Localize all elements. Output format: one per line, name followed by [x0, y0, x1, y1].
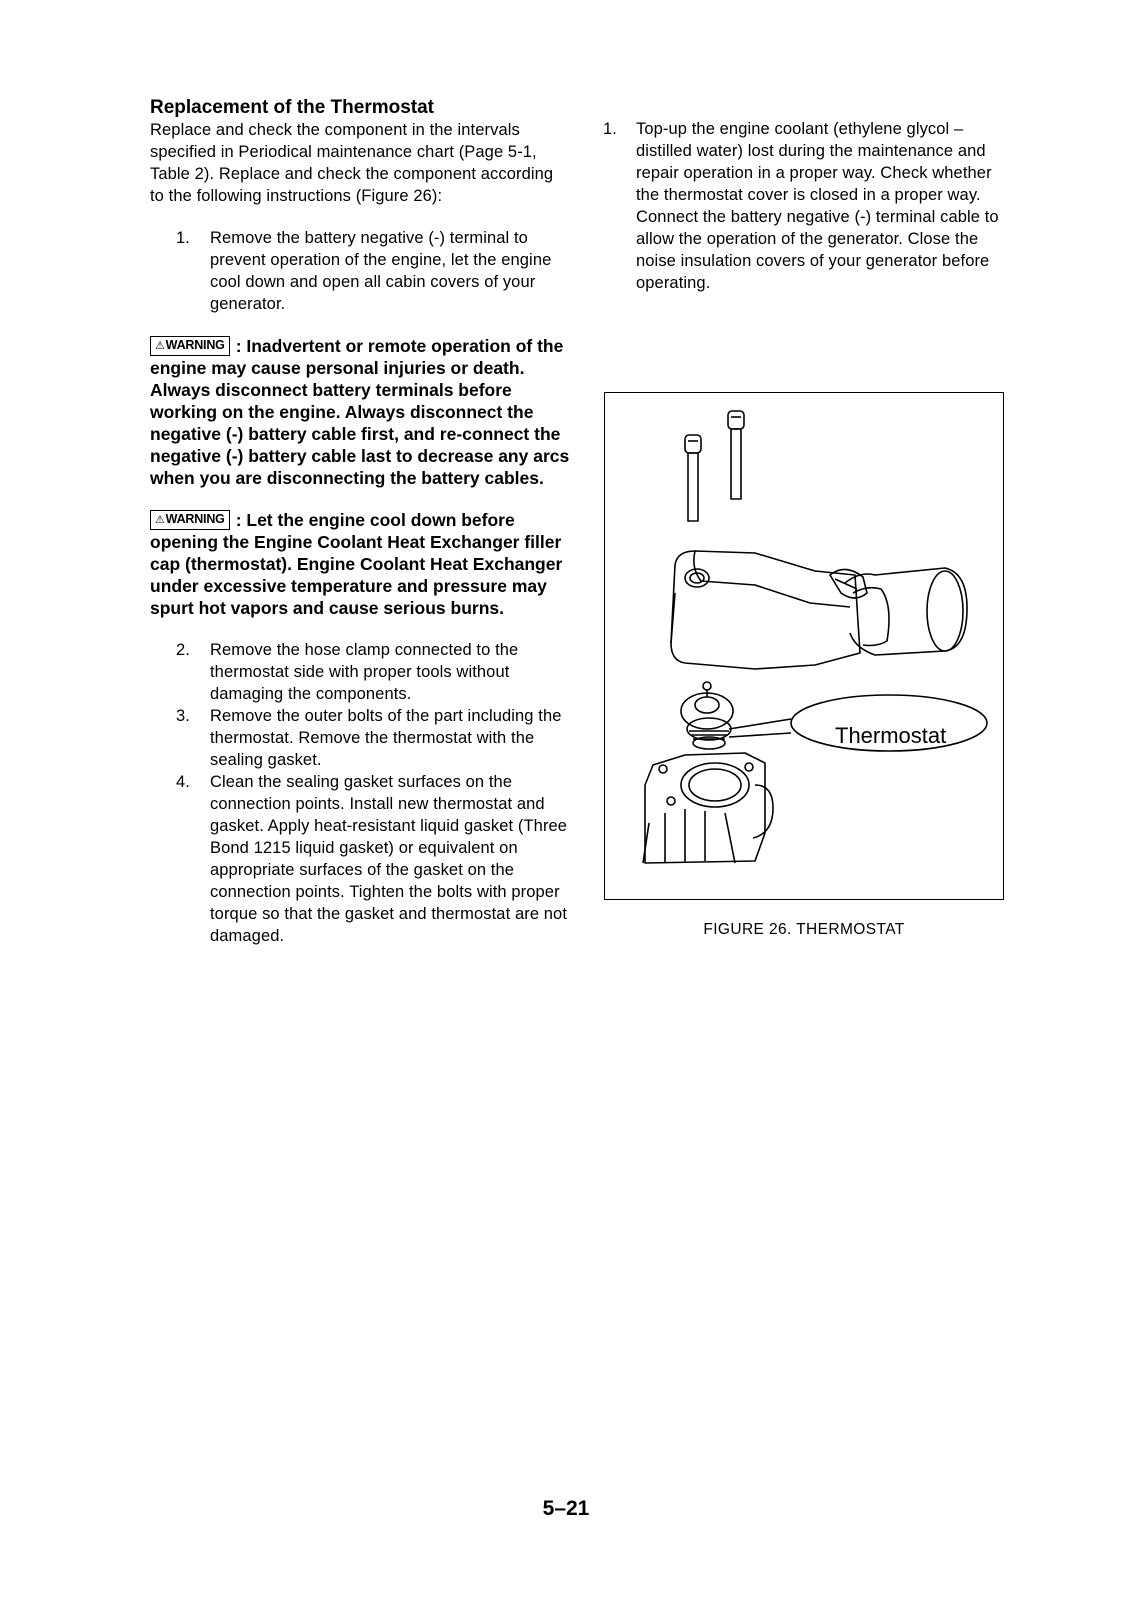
- section-title: Replacement of the Thermostat: [150, 97, 434, 118]
- thermostat-callout-label: Thermostat: [835, 723, 947, 748]
- step-number: 3.: [176, 707, 190, 725]
- left-column: [150, 97, 570, 947]
- bolt-icon: [728, 411, 744, 499]
- engine-block-icon: [643, 753, 773, 863]
- right-column: [603, 118, 1013, 294]
- thermostat-illustration: [605, 393, 1003, 899]
- step-number: 1.: [176, 229, 190, 247]
- step-number: 2.: [176, 641, 190, 659]
- step-text: Remove the hose clamp connected to the thermostat side with proper tools without damaging the components.: [210, 641, 519, 703]
- warning-triangle-icon: ⚠: [155, 514, 165, 526]
- step-text: Remove the outer bolts of the part including the thermostat. Remove the thermostat with the sealing gasket.: [210, 707, 562, 769]
- list-item: [150, 705, 570, 771]
- warning-text: : Inadvertent or remote operation of the engine may cause personal injuries or death. Always disconnect battery terminals before working on the engine. Always disconnect the negative (-) battery cable first, and re-connect the negative (-) battery cable last to decrease any arcs when you are disconnecting the battery cables.: [150, 336, 570, 488]
- warning-block-1: [150, 335, 570, 489]
- housing-cover-icon: [671, 551, 967, 669]
- warning-block-2: [150, 509, 570, 619]
- warning-badge: ⚠WARNING: [150, 510, 230, 530]
- step-number: 4.: [176, 773, 190, 791]
- steps-list-c: [603, 118, 1013, 294]
- steps-list-a: [150, 227, 570, 315]
- page-number: 5–21: [542, 1497, 590, 1520]
- steps-list-b: [150, 639, 570, 947]
- intro-paragraph: Replace and check the component in the intervals specified in Periodical maintenance chart (Page 5-1, Table 2). Replace and check the component according to the following instructions (Figure 26):: [150, 121, 554, 205]
- list-item: [150, 639, 570, 705]
- bolt-icon: [685, 435, 701, 521]
- list-item: [603, 118, 1013, 294]
- figure-caption: FIGURE 26. THERMOSTAT: [703, 921, 905, 938]
- warning-triangle-icon: ⚠: [155, 340, 165, 352]
- step-text: Remove the battery negative (-) terminal to prevent operation of the engine, let the engine cool down and open all cabin covers of your generator.: [210, 229, 552, 313]
- step-text: Clean the sealing gasket surfaces on the connection points. Install new thermostat and gasket. Apply heat-resistant liquid gasket (Three Bond 1215 liquid gasket) or equivalent on appropriate surfaces of the gasket on the connection points. Tighten the bolts with proper torque so that the gasket and thermostat are not damaged.: [210, 773, 568, 945]
- step-text: Top-up the engine coolant (ethylene glycol – distilled water) lost during the maintenance and repair operation in a proper way. Check whether the thermostat cover is closed in a proper way. Connect the battery negative (-) terminal cable to allow the operation of the generator. Close the noise insulation covers of your generator before operating.: [636, 120, 999, 292]
- warning-badge: ⚠WARNING: [150, 336, 230, 356]
- thermostat-figure: [604, 392, 1004, 900]
- thermostat-icon: [681, 682, 733, 749]
- list-item: [150, 771, 570, 947]
- list-item: [150, 227, 570, 315]
- warning-text: : Let the engine cool down before opening the Engine Coolant Heat Exchanger filler cap (thermostat). Engine Coolant Heat Exchanger under excessive temperature and pressure may spurt hot vapors and cause serious burns.: [150, 510, 563, 618]
- step-number: 1.: [603, 120, 617, 138]
